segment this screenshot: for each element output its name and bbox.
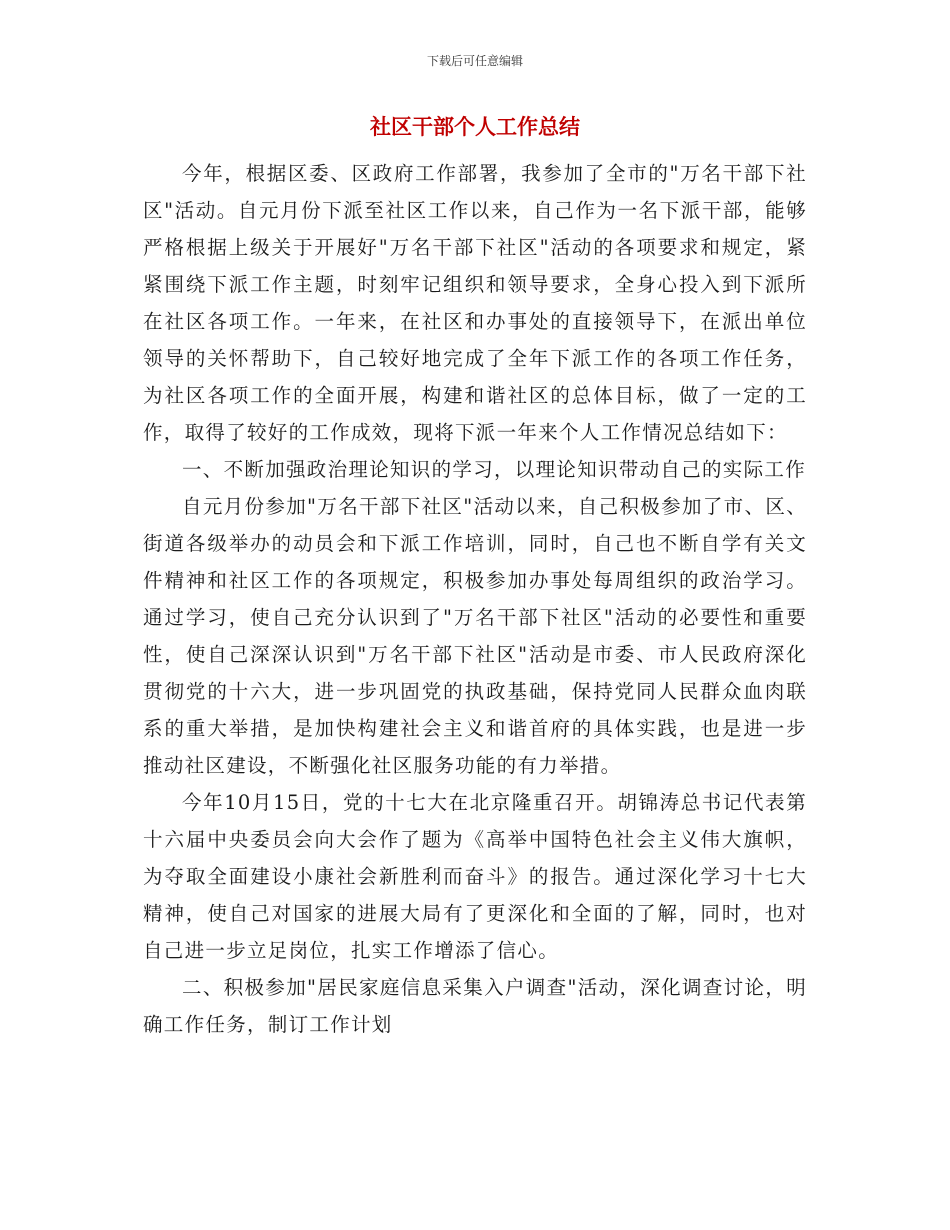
- document-title: 社区干部个人工作总结: [370, 115, 580, 139]
- paragraph-congress: 今年10月15日，党的十七大在北京隆重召开。胡锦涛总书记代表第十六届中央委员会向大会作了题为《高举中国特色社会主义伟大旗帜，为夺取全面建设小康社会新胜利而奋斗》的报告。通过深化学习十七大精神，使自己对国家的进展大局有了更深化和全面的了解，同时，也对自己进一步立足岗位，扎实工作增添了信心。: [143, 791, 807, 962]
- paragraph-study: 自元月份参加"万名干部下社区"活动以来，自己积极参加了市、区、街道各级举办的动员会和下派工作培训，同时，自己也不断自学有关文件精神和社区工作的各项规定，积极参加办事处每周组织的政治学习。通过学习，使自己充分认识到了"万名干部下社区"活动的必要性和重要性，使自己深深认识到"万名干部下社区"活动是市委、市人民政府深化贯彻党的十六大，进一步巩固党的执政基础，保持党同人民群众血肉联系的重大举措，是加快构建社会主义和谐首府的具体实践，也是进一步推动社区建设，不断强化社区服务功能的有力举措。: [143, 495, 807, 777]
- section-heading-1: 一、不断加强政治理论知识的学习，以理论知识带动自己的实际工作: [182, 458, 807, 481]
- header-note: 下载后可任意编辑: [426, 54, 523, 68]
- section-heading-2: 二、积极参加"居民家庭信息采集入户调查"活动，深化调查讨论，明确工作任务，制订工作计划: [143, 976, 807, 1036]
- document-body: [143, 155, 807, 1043]
- paragraph-intro: 今年，根据区委、区政府工作部署，我参加了全市的"万名干部下社区"活动。自元月份下派至社区工作以来，自己作为一名下派干部，能够严格根据上级关于开展好"万名干部下社区"活动的各项要求和规定，紧紧围绕下派工作主题，时刻牢记组织和领导要求，全身心投入到下派所在社区各项工作。一年来，在社区和办事处的直接领导下，在派出单位领导的关怀帮助下，自己较好地完成了全年下派工作的各项工作任务，为社区各项工作的全面开展，构建和谐社区的总体目标，做了一定的工作，取得了较好的工作成效，现将下派一年来个人工作情况总结如下：: [143, 162, 807, 444]
